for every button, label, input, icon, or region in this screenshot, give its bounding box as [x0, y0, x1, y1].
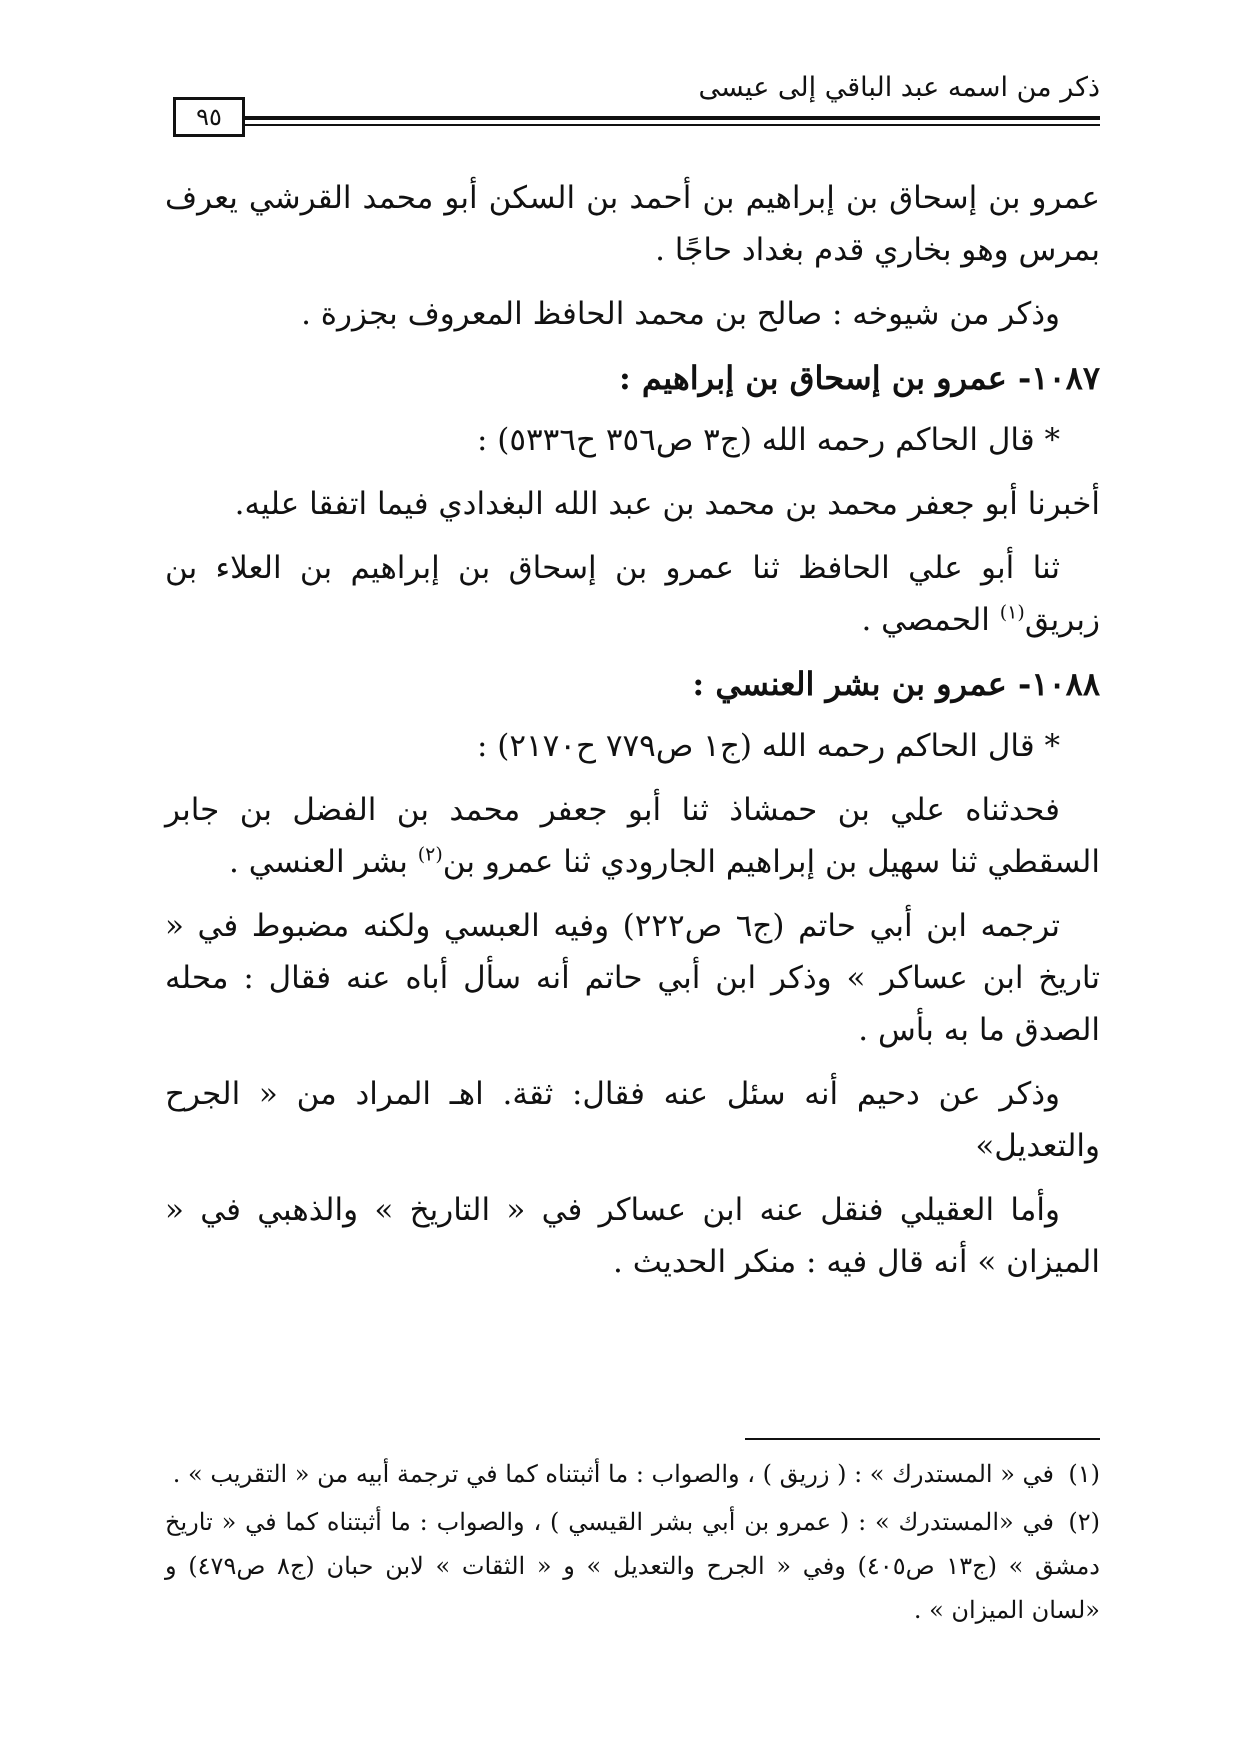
entry-heading-1088: ١٠٨٨- عمرو بن بشر العنسي :: [692, 665, 1100, 703]
paragraph: [165, 784, 1100, 888]
text-run: الحمصي .: [861, 602, 1000, 638]
footnote-ref-1[interactable]: (١): [999, 601, 1025, 624]
footnote-ref-2[interactable]: (٢): [417, 843, 443, 866]
text-run: ثنا أبو علي الحافظ ثنا عمرو بن إسحاق بن إبراهيم بن العلاء بن زبريق: [165, 550, 1100, 638]
entry-heading-1087: ١٠٨٧- عمرو بن إسحاق بن إبراهيم :: [618, 359, 1100, 397]
header-rule-thick: [245, 116, 1100, 120]
page-number: ٩٥: [173, 97, 245, 137]
footnote-text: في « المستدرك » : ( زريق ) ، والصواب : ما أثبتناه كما في ترجمة أبيه من « التقريب » .: [172, 1460, 1054, 1488]
paragraph: [165, 542, 1100, 646]
running-header-title: ذكر من اسمه عبد الباقي إلى عيسى: [698, 72, 1100, 103]
main-text: [165, 172, 1100, 1300]
header-rule-thin: [245, 124, 1100, 126]
text-run: بشر العنسي .: [229, 844, 418, 880]
footnote-2: [165, 1500, 1100, 1632]
footnote-separator: [745, 1438, 1100, 1440]
paragraph: وذكر من شيوخه : صالح بن محمد الحافظ المعروف بجزرة .: [301, 296, 1060, 332]
paragraph: * قال الحاكم رحمه الله (ج١ ص٧٧٩ ح٢١٧٠) :: [476, 728, 1060, 764]
paragraph: وذكر عن دحيم أنه سئل عنه فقال: ثقة. اهـ المراد من « الجرح والتعديل»: [165, 1076, 1100, 1164]
footnote-number: (١): [1068, 1460, 1100, 1488]
footnote-text: في «المستدرك » : ( عمرو بن أبي بشر القيسي ) ، والصواب : ما أثبتناه كما في « تاريخ دمشق » (ج١٣ ص٤٠٥) وفي « الجرح والتعديل » و « الثقات » لابن حبان (ج٨ ص٤٧٩) و «لسان الميزان » .: [165, 1508, 1100, 1624]
paragraph: * قال الحاكم رحمه الله (ج٣ ص٣٥٦ ح٥٣٣٦) :: [476, 422, 1060, 458]
paragraph: أخبرنا أبو جعفر محمد بن محمد بن عبد الله البغدادي فيما اتفقا عليه.: [234, 486, 1100, 522]
paragraph: عمرو بن إسحاق بن إبراهيم بن أحمد بن السكن أبو محمد القرشي يعرف بمرس وهو بخاري قدم بغداد حاجًا .: [165, 180, 1100, 268]
paragraph: وأما العقيلي فنقل عنه ابن عساكر في « التاريخ » والذهبي في « الميزان » أنه قال فيه : منكر الحديث .: [165, 1192, 1100, 1280]
footnote-number: (٢): [1068, 1508, 1100, 1536]
text-run: فحدثناه علي بن حمشاذ ثنا أبو جعفر محمد بن الفضل بن جابر السقطي ثنا سهيل بن إبراهيم الجارودي ثنا عمرو بن: [165, 792, 1100, 880]
footnote-1: [165, 1452, 1100, 1496]
footnotes: [165, 1452, 1100, 1636]
paragraph: ترجمه ابن أبي حاتم (ج٦ ص٢٢٢) وفيه العبسي ولكنه مضبوط في « تاريخ ابن عساكر » وذكر ابن أبي حاتم أنه سأل أباه عنه فقال : محله الصدق ما به بأس .: [165, 908, 1100, 1048]
